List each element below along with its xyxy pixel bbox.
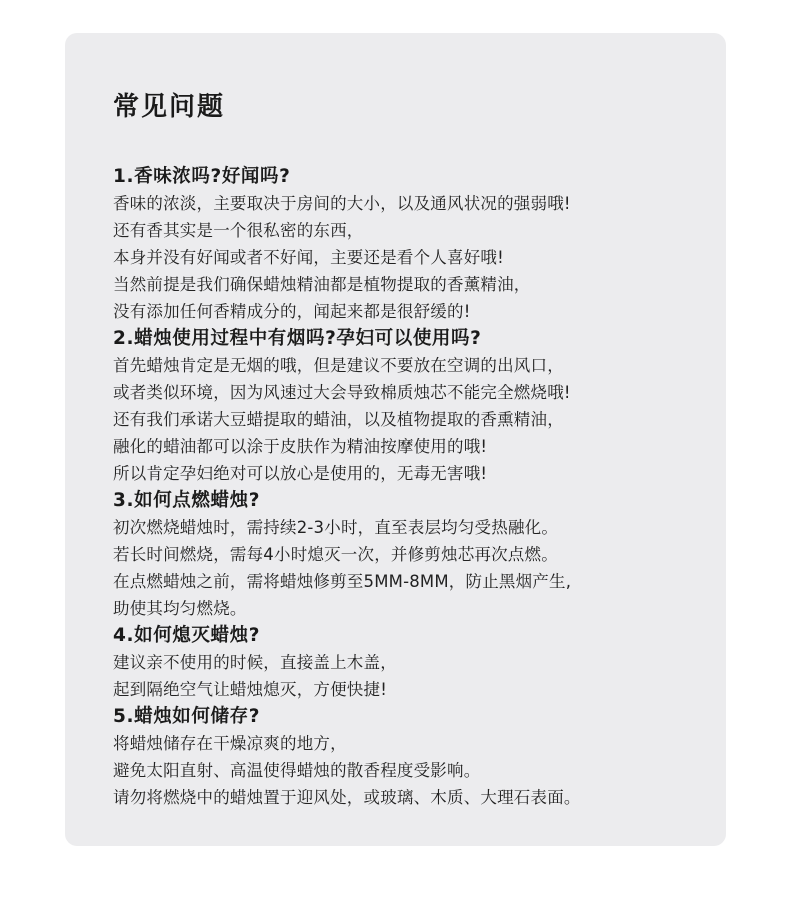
faq-item (113, 163, 713, 325)
faq-answer-line: 融化的蜡油都可以涂于皮肤作为精油按摩使用的哦! (113, 437, 488, 456)
faq-answer-line: 初次燃烧蜡烛时，需持续2-3小时，直至表层均匀受热融化。 (113, 518, 559, 537)
faq-answer-line: 在点燃蜡烛之前，需将蜡烛修剪至5MM-8MM，防止黑烟产生, (113, 572, 572, 591)
faq-item (113, 325, 713, 487)
faq-answer-line: 或者类似环境，因为风速过大会导致棉质烛芯不能完全燃烧哦! (113, 383, 571, 402)
faq-card (65, 33, 726, 846)
faq-answer-line: 请勿将燃烧中的蜡烛置于迎风处，或玻璃、木质、大理石表面。 (113, 788, 581, 807)
faq-answer-line: 还有我们承诺大豆蜡提取的蜡油，以及植物提取的香熏精油， (113, 410, 564, 429)
faq-answer-line: 没有添加任何香精成分的，闻起来都是很舒缓的! (113, 302, 471, 321)
faq-answer-line: 所以肯定孕妇绝对可以放心是使用的，无毒无害哦! (113, 464, 488, 483)
faq-answer-line: 避免太阳直射、高温使得蜡烛的散香程度受影响。 (113, 761, 481, 780)
faq-answer-line: 还有香其实是一个很私密的东西， (113, 221, 364, 240)
faq-answer-line: 将蜡烛储存在干燥凉爽的地方， (113, 734, 347, 753)
faq-answer-line: 建议亲不使用的时候，直接盖上木盖， (113, 653, 397, 672)
faq-answer-line: 若长时间燃烧，需每4小时熄灭一次，并修剪烛芯再次点燃。 (113, 545, 558, 564)
faq-item (113, 487, 713, 622)
faq-content (113, 91, 713, 811)
faq-question: 1.香味浓吗?好闻吗? (113, 166, 291, 187)
faq-answer-line: 本身并没有好闻或者不好闻，主要还是看个人喜好哦! (113, 248, 504, 267)
page-title: 常见问题 (113, 92, 226, 122)
faq-question: 2.蜡烛使用过程中有烟吗?孕妇可以使用吗? (113, 328, 482, 349)
faq-answer-line: 助使其均匀燃烧。 (113, 599, 247, 618)
faq-answer-line: 首先蜡烛肯定是无烟的哦，但是建议不要放在空调的出风口， (113, 356, 564, 375)
faq-item (113, 622, 713, 703)
faq-answer-line: 香味的浓淡，主要取决于房间的大小，以及通风状况的强弱哦! (113, 194, 571, 213)
faq-item (113, 703, 713, 811)
faq-question: 5.蜡烛如何储存? (113, 706, 261, 727)
faq-question: 3.如何点燃蜡烛? (113, 490, 261, 511)
faq-answer-line: 当然前提是我们确保蜡烛精油都是植物提取的香薰精油， (113, 275, 531, 294)
faq-question: 4.如何熄灭蜡烛? (113, 625, 261, 646)
faq-answer-line: 起到隔绝空气让蜡烛熄灭，方便快捷! (113, 680, 388, 699)
